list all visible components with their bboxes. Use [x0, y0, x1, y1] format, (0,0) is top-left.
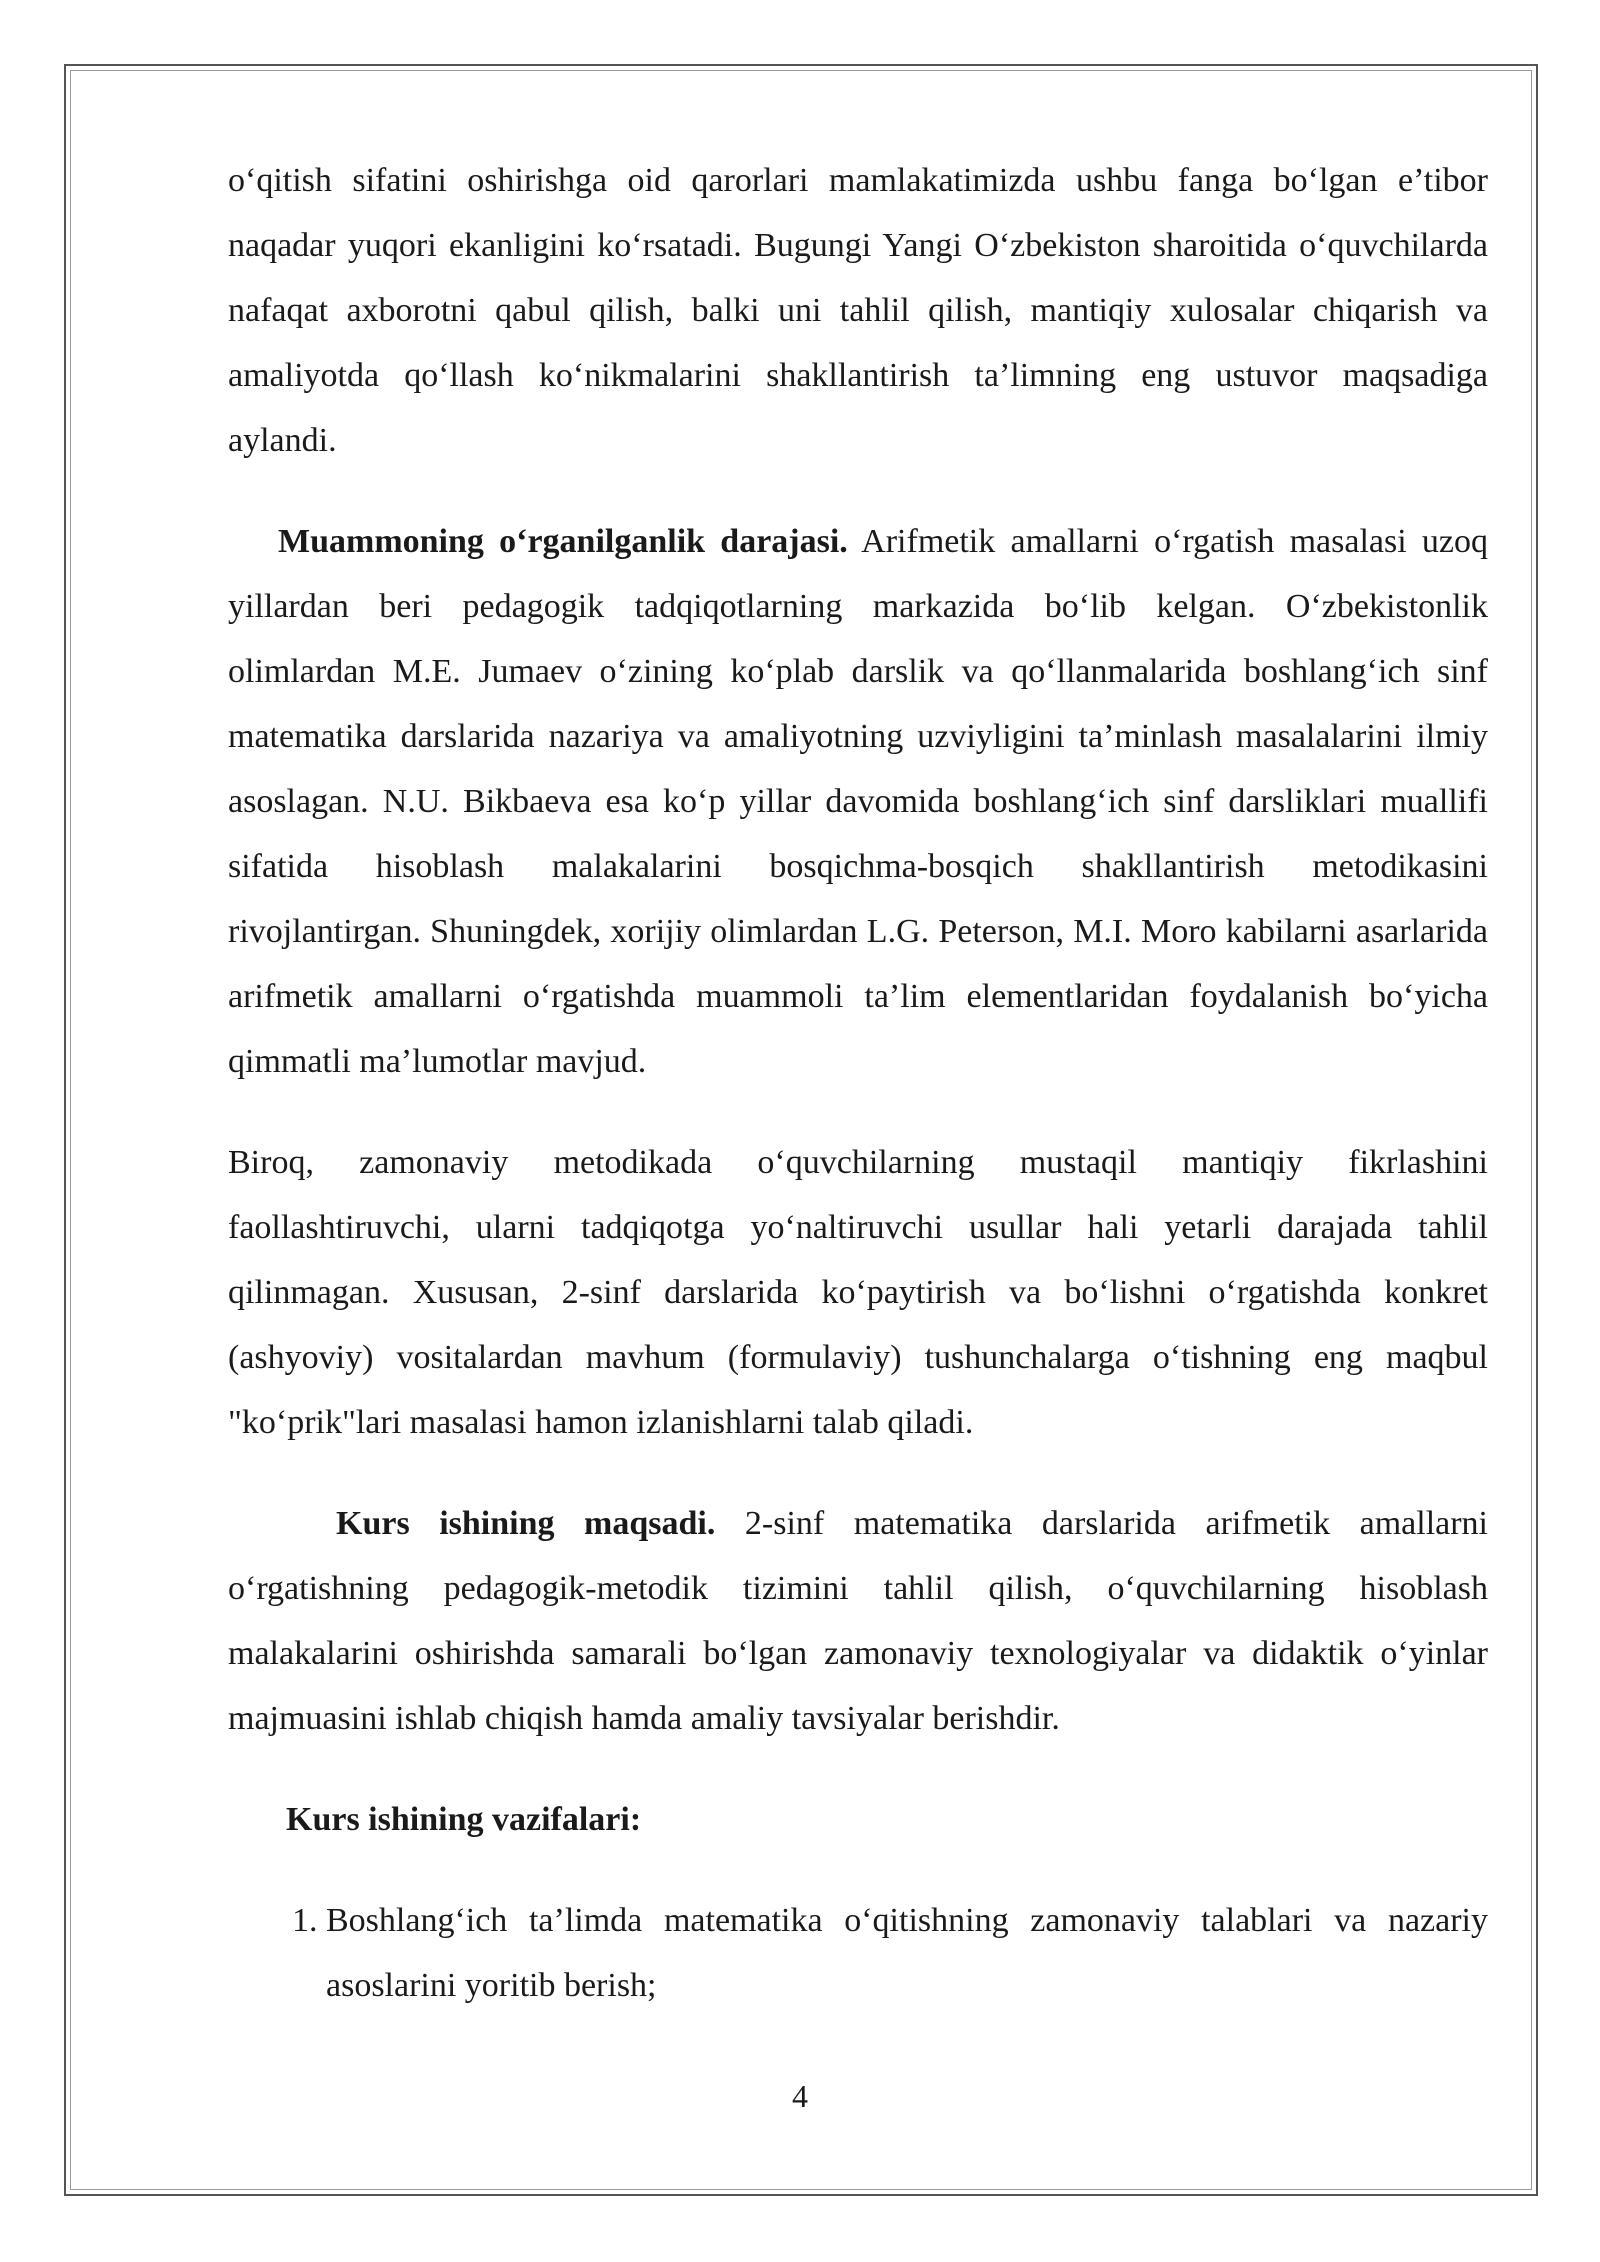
spacer [228, 473, 1488, 509]
task-item: 1. Boshlang‘ich ta’limda matematika o‘qitishning zamonaviy talablari va nazariy asoslarini yoritib berish; [326, 1888, 1488, 2018]
page-number: 4 [792, 2078, 808, 2114]
paragraph-goal [228, 1491, 1488, 1751]
paragraph-intro: o‘qitish sifatini oshirishga oid qarorlari mamlakatimizda ushbu fanga bo‘lgan e’tibor naqadar yuqori ekanligini ko‘rsatadi. Bugungi Yangi O‘zbekiston sharoitida o‘quvchilarda nafaqat axborotni qabul qilish, balki uni tahlil qilish, mantiqiy xulosalar chiqarish va amaliyotda qo‘llash ko‘nikmalarini shakllantirish ta’limning eng ustuvor maqsadiga aylandi. [228, 162, 1488, 459]
research-level-text: Arifmetik amallarni o‘rgatish masalasi uzoq yillardan beri pedagogik tadqiqotlarning markazida bo‘lib kelgan. O‘zbekistonlik olimlardan M.E. Jumaev o‘zining ko‘plab darslik va qo‘llanmalarida boshlang‘ich sinf matematika darslarida nazariya va amaliyotning uzviyligini ta’minlash masalalarini ilmiy asoslagan. N.U. Bikbaeva esa ko‘p yillar davomida boshlang‘ich sinf darsliklari muallifi sifatida hisoblash malakalarini bosqichma-bosqich shakllantirish metodikasini rivojlantirgan. Shuningdek, xorijiy olimlardan L.G. Peterson, M.I. Moro kabilarni asarlarida arifmetik amallarni o‘rgatishda muammoli ta’lim elementlaridan foydalanish bo‘yicha qimmatli ma’lumotlar mavjud. [228, 523, 1488, 1080]
paragraph-research-level [228, 509, 1488, 1094]
spacer [228, 1094, 1488, 1130]
goal-text: 2-sinf matematika darslarida arifmetik amallarni o‘rgatishning pedagogik-metodik tizimini tahlil qilish, o‘quvchilarning hisoblash malakalarini oshirishda samarali bo‘lgan zamonaviy texnologiyalar va didaktik o‘yinlar majmuasini ishlab chiqish hamda amaliy tavsiyalar berishdir. [228, 1505, 1489, 1737]
heading-research-level: Muammoning o‘rganilganlik darajasi. [278, 523, 848, 560]
spacer [228, 1751, 1488, 1787]
heading-tasks: Kurs ishining vazifalari: [286, 1801, 642, 1838]
tasks-list [228, 1888, 1488, 2018]
document-body [228, 148, 1488, 2018]
heading-goal: Kurs ishining maqsadi. [336, 1505, 716, 1542]
spacer [228, 1455, 1488, 1491]
spacer [228, 1852, 1488, 1888]
paragraph-however: Biroq, zamonaviy metodikada o‘quvchilarning mustaqil mantiqiy fikrlashini faollashtiruvchi, ularni tadqiqotga yo‘naltiruvchi usullar hali yetarli darajada tahlil qilinmagan. Xususan, 2-sinf darslarida ko‘paytirish va bo‘lishni o‘rgatishda konkret (ashyoviy) vositalardan mavhum (formulaviy) tushunchalarga o‘tishning eng maqbul "ko‘prik"lari masalasi hamon izlanishlarni talab qiladi. [228, 1144, 1488, 1441]
